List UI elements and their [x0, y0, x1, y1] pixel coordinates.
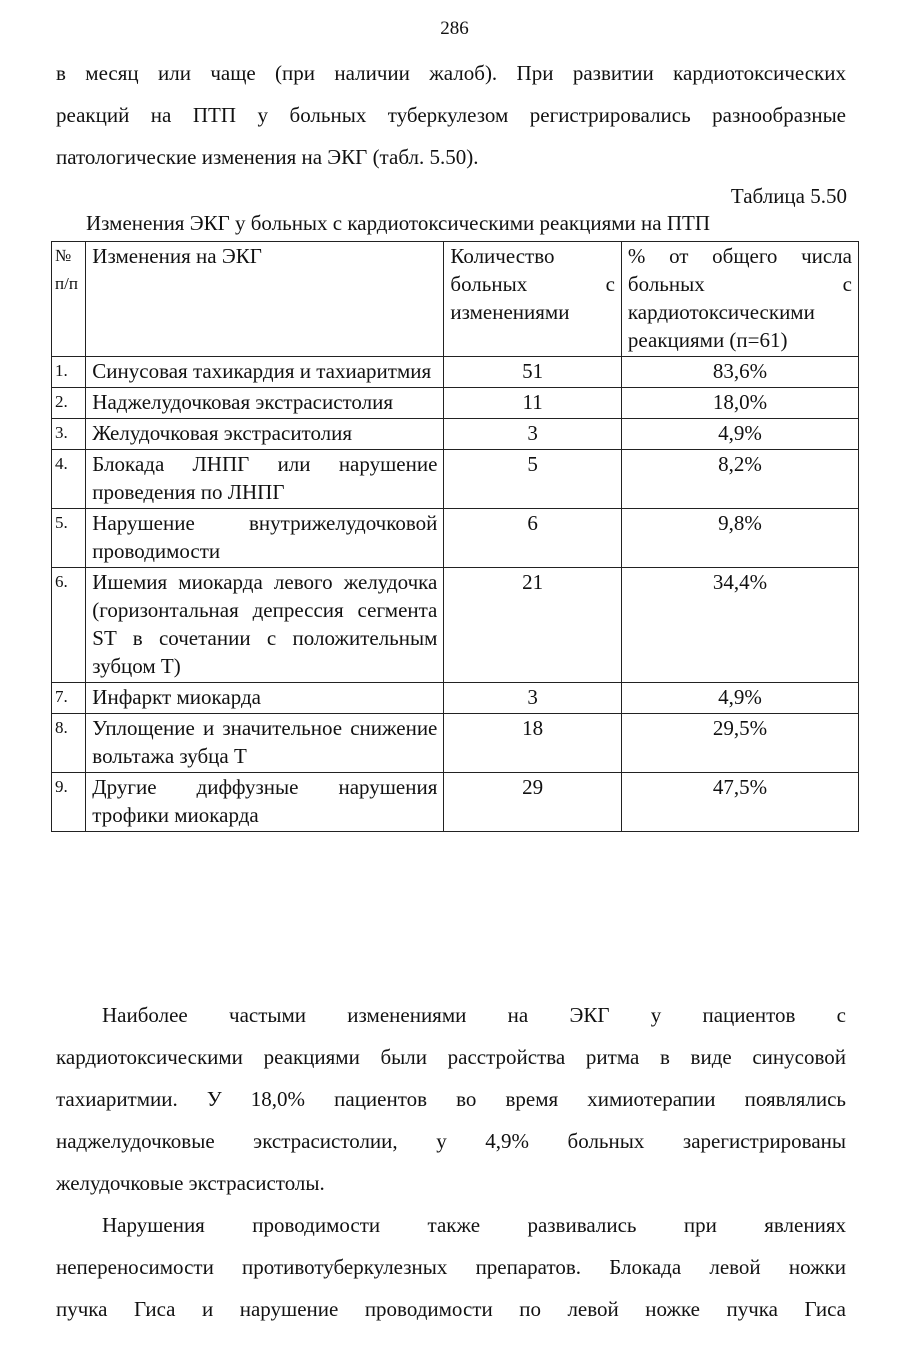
- row-pct-cell: 9,8%: [621, 509, 858, 568]
- row-pct-cell: 8,2%: [621, 450, 858, 509]
- paragraph-conduction: [56, 1204, 846, 1330]
- table-row: [52, 714, 859, 773]
- row-change-cell: Синусовая тахикардия и тахиаритмия: [86, 357, 444, 388]
- table-row: [52, 509, 859, 568]
- paragraph-line: тахиаритмии. У 18,0% пациентов во время химиотерапии появлялись: [56, 1087, 846, 1111]
- paragraph-line: желудочковые экстрасистолы.: [56, 1171, 325, 1195]
- row-pct-cell: 18,0%: [621, 388, 858, 419]
- paragraph-line: непереносимости противотуберкулезных препаратов. Блокада левой ножки: [56, 1255, 846, 1279]
- row-change-cell: Уплощение и значительное снижение вольтажа зубца Т: [86, 714, 444, 773]
- row-count-cell: 21: [444, 568, 622, 683]
- paragraph-frequent-changes: [56, 994, 846, 1204]
- row-count-cell: 18: [444, 714, 622, 773]
- row-num-cell: 1.: [52, 357, 86, 388]
- row-num-cell: 8.: [52, 714, 86, 773]
- table-row: [52, 357, 859, 388]
- intro-line: патологические изменения на ЭКГ (табл. 5.50).: [56, 145, 479, 169]
- row-num-cell: 5.: [52, 509, 86, 568]
- table-row: [52, 388, 859, 419]
- row-pct-cell: 4,9%: [621, 419, 858, 450]
- row-num-cell: 9.: [52, 773, 86, 832]
- intro-paragraph: [56, 52, 846, 178]
- row-num-cell: 6.: [52, 568, 86, 683]
- table-row: [52, 568, 859, 683]
- row-num-cell: 2.: [52, 388, 86, 419]
- row-count-cell: 51: [444, 357, 622, 388]
- paragraph-line: пучка Гиса и нарушение проводимости по левой ножке пучка Гиса: [56, 1297, 846, 1321]
- row-count-cell: 11: [444, 388, 622, 419]
- table-title: Изменения ЭКГ у больных с кардиотоксическими реакциями на ПТП: [86, 211, 711, 235]
- page-number: 286: [440, 18, 469, 39]
- table-row: [52, 450, 859, 509]
- row-pct-cell: 83,6%: [621, 357, 858, 388]
- row-change-cell: Ишемия миокарда левого желудочка (горизонтальная депрессия сегмента ST в сочетании с положительным зубцом Т): [86, 568, 444, 683]
- row-pct-cell: 34,4%: [621, 568, 858, 683]
- table-row: [52, 683, 859, 714]
- ecg-changes-table: [51, 241, 859, 832]
- header-pct: % от общего числа больных с кардиотоксическими реакциями (п=61): [621, 242, 858, 357]
- row-num-cell: 7.: [52, 683, 86, 714]
- header-num: № п/п: [52, 242, 86, 357]
- table-body: [52, 357, 859, 832]
- row-count-cell: 6: [444, 509, 622, 568]
- row-pct-cell: 29,5%: [621, 714, 858, 773]
- paragraph-line: Наиболее частыми изменениями на ЭКГ у пациентов с: [102, 1003, 846, 1027]
- row-change-cell: Наджелудочковая экстрасистолия: [86, 388, 444, 419]
- row-count-cell: 5: [444, 450, 622, 509]
- row-count-cell: 3: [444, 683, 622, 714]
- table-header-row: [52, 242, 859, 357]
- row-change-cell: Другие диффузные нарушения трофики миокарда: [86, 773, 444, 832]
- paragraph-line: наджелудочковые экстрасистолии, у 4,9% больных зарегистрированы: [56, 1129, 846, 1153]
- table-number: Таблица 5.50: [730, 184, 847, 208]
- row-count-cell: 29: [444, 773, 622, 832]
- paragraph-line: кардиотоксическими реакциями были расстройства ритма в виде синусовой: [56, 1045, 846, 1069]
- row-count-cell: 3: [444, 419, 622, 450]
- table-row: [52, 773, 859, 832]
- intro-line: в месяц или чаще (при наличии жалоб). При развитии кардиотоксических: [56, 61, 846, 85]
- row-change-cell: Нарушение внутрижелудочковой проводимости: [86, 509, 444, 568]
- intro-line: реакций на ПТП у больных туберкулезом регистрировались разнообразные: [56, 103, 846, 127]
- table-row: [52, 419, 859, 450]
- row-num-cell: 3.: [52, 419, 86, 450]
- row-num-cell: 4.: [52, 450, 86, 509]
- header-change: Изменения на ЭКГ: [86, 242, 444, 357]
- paragraph-line: Нарушения проводимости также развивались при явлениях: [102, 1213, 846, 1237]
- row-change-cell: Желудочковая экстраситолия: [86, 419, 444, 450]
- row-change-cell: Блокада ЛНПГ или нарушение проведения по ЛНПГ: [86, 450, 444, 509]
- row-pct-cell: 47,5%: [621, 773, 858, 832]
- header-count: Количество больных с изменениями: [444, 242, 622, 357]
- row-pct-cell: 4,9%: [621, 683, 858, 714]
- row-change-cell: Инфаркт миокарда: [86, 683, 444, 714]
